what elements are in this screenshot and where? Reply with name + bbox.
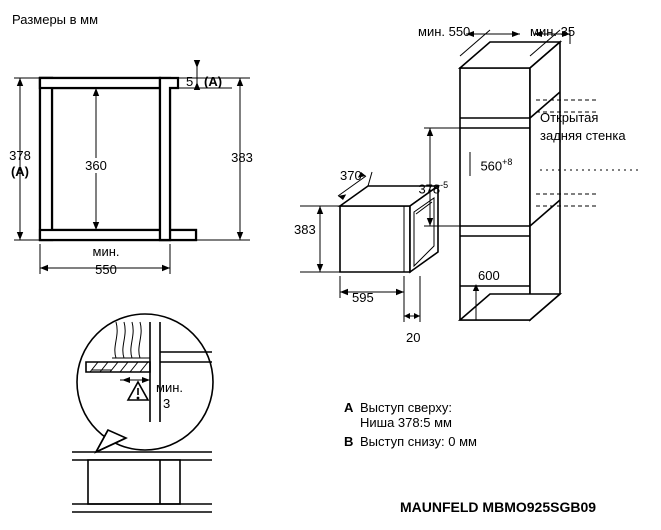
cabinet-min-side-label: мин. 35 — [530, 24, 576, 39]
detail-min-label: мин. — [156, 380, 183, 395]
cabinet-bottom-depth-label: 600 — [478, 268, 500, 283]
model-name: MAUNFELD MBMO925SGB09 — [400, 499, 597, 515]
front-view-right-height-label: 383 — [231, 150, 253, 165]
note-a-line1: Выступ сверху: — [360, 400, 452, 415]
open-back-label-line1: Открытая — [540, 110, 599, 125]
cabinet-niche-height-label: 378 — [418, 181, 441, 197]
note-a-key: A — [344, 400, 354, 415]
open-back-label-line2: задняя стенка — [540, 128, 626, 143]
cabinet-min-width-label: мин. 550 — [418, 24, 471, 39]
front-view-drawing — [14, 60, 250, 274]
front-view-height-note: (A) — [10, 164, 30, 179]
appliance-front-offset-label: 20 — [406, 330, 421, 345]
front-view-height-label: 378 — [9, 148, 31, 163]
note-b-key: B — [344, 434, 354, 449]
cabinet-niche-depth-tolerance: +8 — [502, 157, 513, 167]
note-b-line1: Выступ снизу: 0 мм — [360, 434, 477, 449]
appliance-width-label: 595 — [352, 290, 374, 305]
cabinet-niche-depth-label: 560 — [480, 158, 503, 174]
front-view-width-min-label: мин. — [92, 244, 120, 259]
appliance-height-label: 383 — [294, 222, 316, 237]
note-a-line2: Ниша 378:5 мм — [360, 415, 452, 430]
cabinet-niche-height-tolerance: -5 — [440, 180, 449, 190]
notes-block — [344, 400, 477, 449]
detail-min-value-label: 3 — [163, 396, 171, 411]
page-title: Размеры в мм — [12, 12, 99, 27]
front-view-top-gap-label: 5 — [186, 74, 194, 89]
detail-callout-drawing — [72, 314, 213, 512]
front-view-top-gap-note: (A) — [204, 74, 223, 89]
front-view-width-value-label: 550 — [95, 262, 117, 277]
front-view-inner-height-label: 360 — [76, 158, 116, 173]
appliance-depth-label: 370 — [340, 168, 362, 183]
cabinet-drawing — [424, 30, 640, 320]
